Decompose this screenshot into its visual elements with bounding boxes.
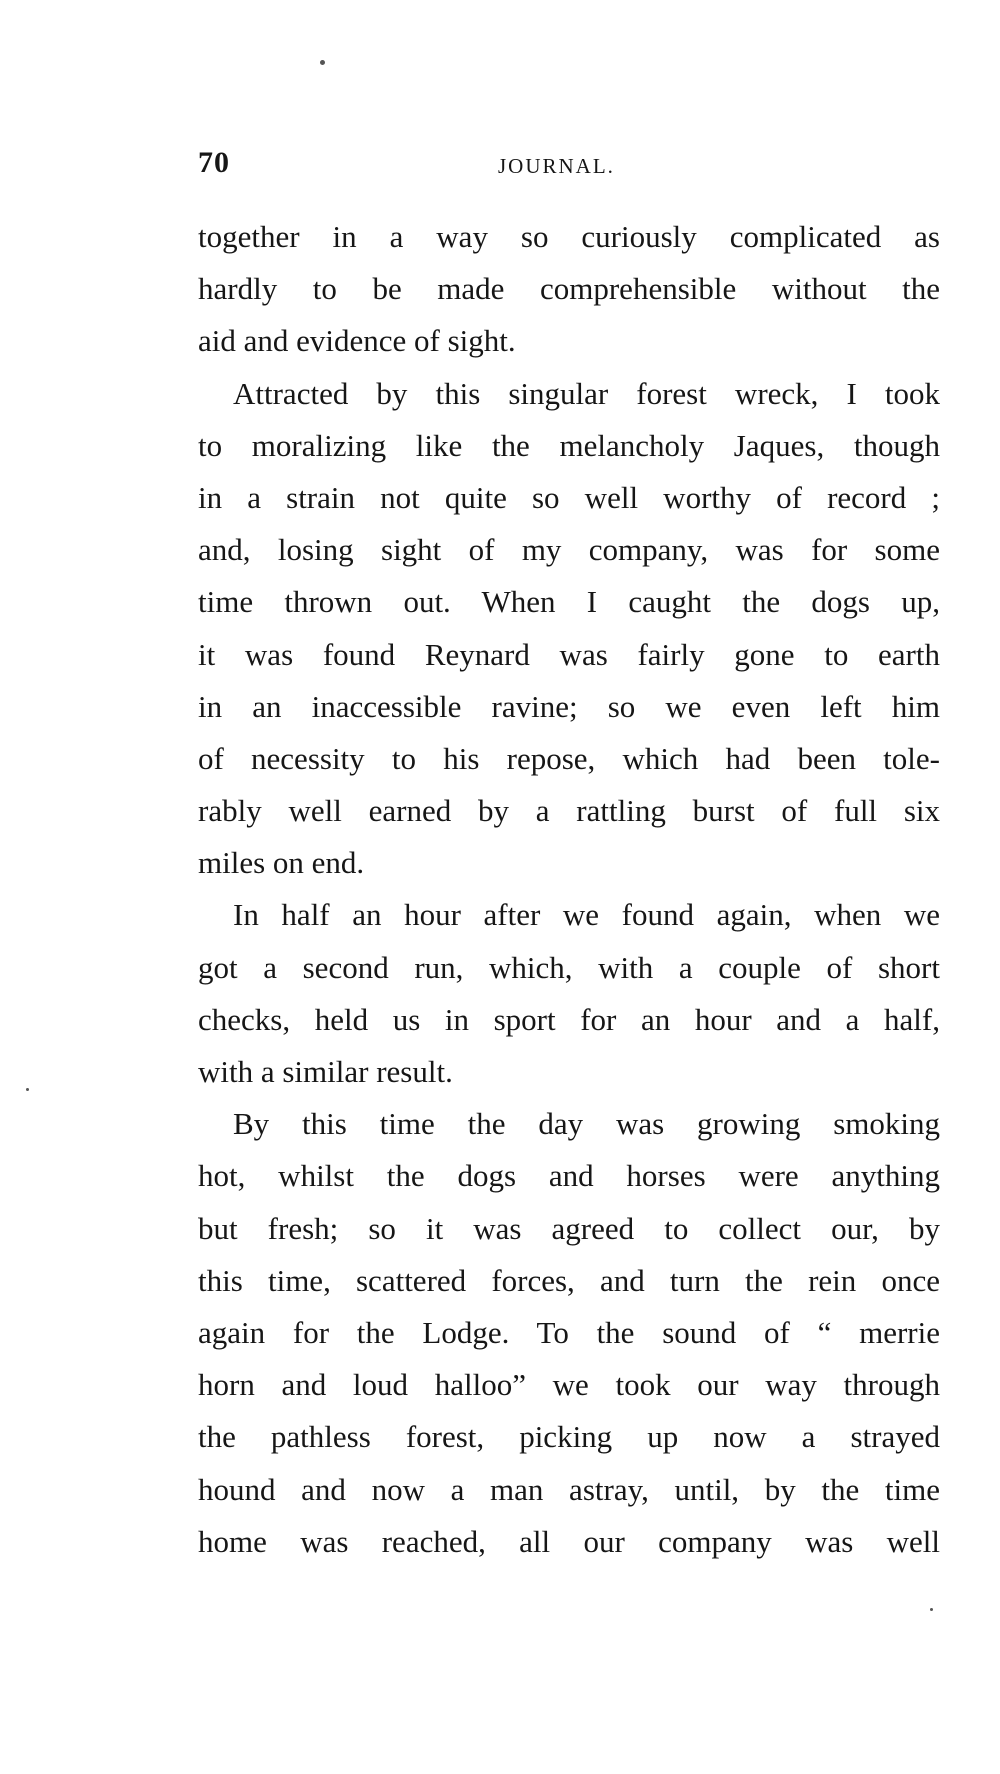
paper-speck xyxy=(320,60,325,65)
paper-speck xyxy=(26,1088,29,1091)
text-line: again for the Lodge. To the sound of “ merrie xyxy=(198,1314,940,1350)
text-line: hardly to be made comprehensible without the xyxy=(198,271,940,307)
body-text xyxy=(198,211,940,1568)
paragraph xyxy=(198,368,940,890)
text-line: home was reached, all our company was well xyxy=(198,1523,940,1559)
text-line: hot, whilst the dogs and horses were anything xyxy=(198,1158,940,1194)
text-line: with a similar result. xyxy=(198,1054,453,1089)
page-number: 70 xyxy=(198,146,230,179)
text-line: miles on end. xyxy=(198,845,365,881)
text-line: but fresh; so it was agreed to collect our, by xyxy=(198,1210,940,1246)
text-line: in a strain not quite so well worthy of record ; xyxy=(198,479,940,515)
text-line: time thrown out. When I caught the dogs up, xyxy=(198,584,940,620)
text-line: Attracted by this singular forest wreck, I took xyxy=(233,375,940,411)
text-line: aid and evidence of sight. xyxy=(198,323,516,359)
text-line: rably well earned by a rattling burst of full six xyxy=(198,793,940,829)
text-line: horn and loud halloo” we took our way through xyxy=(198,1367,940,1403)
text-line: in an inaccessible ravine; so we even left him xyxy=(198,688,940,724)
text-line: together in a way so curiously complicated as xyxy=(198,219,940,254)
text-line: of necessity to his repose, which had been tole- xyxy=(198,740,940,776)
page-header xyxy=(198,146,940,186)
text-line: to moralizing like the melancholy Jaques, though xyxy=(198,427,940,463)
text-line: By this time the day was growing smoking xyxy=(233,1106,940,1142)
text-line: it was found Reynard was fairly gone to earth xyxy=(198,636,940,672)
paragraph xyxy=(198,1098,940,1568)
text-line: this time, scattered forces, and turn the rein once xyxy=(198,1262,940,1298)
paragraph xyxy=(198,211,940,368)
running-head: JOURNAL. xyxy=(498,154,615,178)
text-line: hound and now a man astray, until, by the time xyxy=(198,1471,940,1507)
text-line: In half an hour after we found again, when we xyxy=(233,897,940,933)
paragraph xyxy=(198,889,940,1098)
text-line: and, losing sight of my company, was for some xyxy=(198,532,940,568)
text-line: the pathless forest, picking up now a strayed xyxy=(198,1419,940,1455)
text-line: checks, held us in sport for an hour and a half, xyxy=(198,1001,940,1037)
text-line: got a second run, which, with a couple of short xyxy=(198,949,940,985)
paper-speck xyxy=(930,1608,933,1611)
